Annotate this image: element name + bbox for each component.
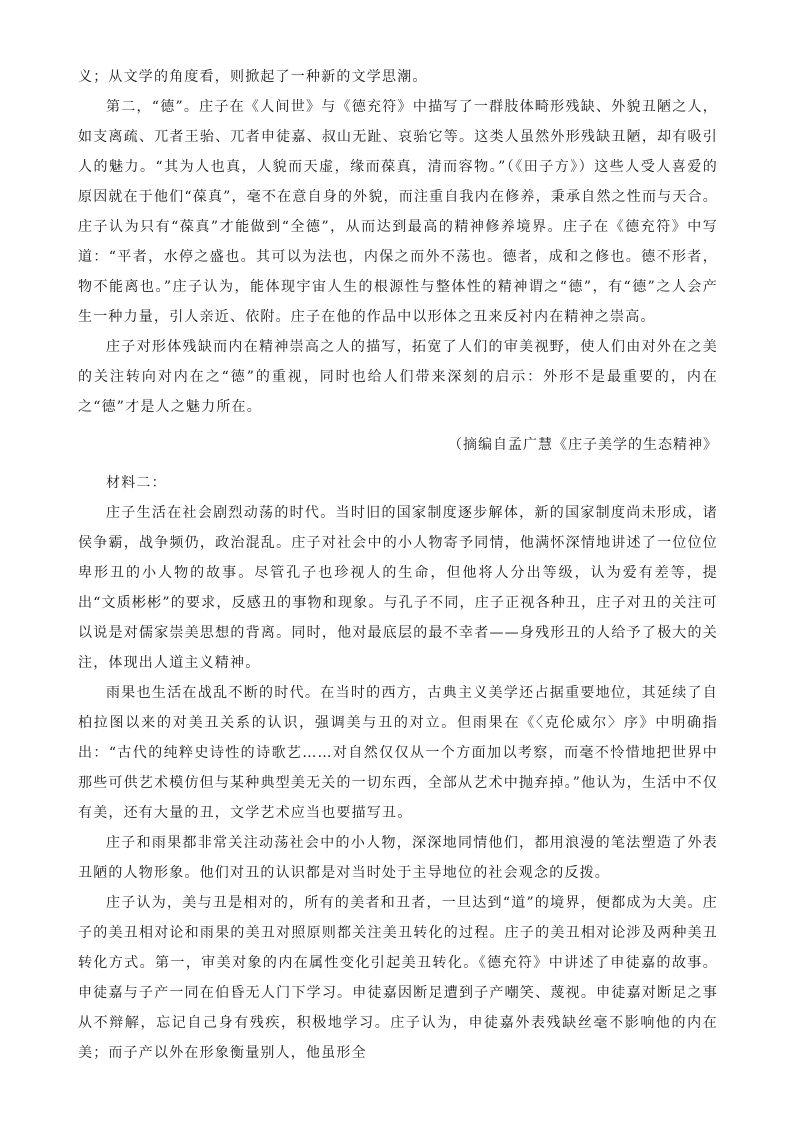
paragraph-de: 第二，“德”。庄子在《人间世》与《德充符》中描写了一群肢体畸形残缺、外貌丑陋之人，如支离疏、兀者王骀、兀者申徒嘉、叔山无趾、哀骀它等。这类人虽然外形残缺丑陋，却有吸引人的魅力。“其为人也真，人貌而天虚，缘而葆真，清而容物。”（《田子方》）这些人受人喜爱的原因就在于他们“葆真”，毫不在意自身的外貌，而注重自我内在修养，秉承自然之性而与天合。庄子认为只有“葆真”才能做到“全德”，从而达到最高的精神修养境界。庄子在《德充符》中写道：“平者，水停之盛也。其可以为法也，内保之而外不荡也。德者，成和之修也。德不形者，物不能离也。”庄子认为，能体现宇宙人生的根源性与整体性的精神谓之“德”，有“德”之人会产生一种力量，引人亲近、依附。庄子在他的作品中以形体之丑来反衬内在精神之崇高。 (78, 99, 718, 325)
paragraph-hugo: 雨果也生活在战乱不断的时代。在当时的西方，古典主义美学还占据重要地位，其延续了自柏拉图以来的对美丑关系的认识，强调美与丑的对立。但雨果在《〈克伦威尔〉序》中明确指出：“古代的纯粹史诗性的诗歌艺……对自然仅仅从一个方面加以考察，而毫不怜惜地把世界中那些可供艺术模仿但与某种典型美无关的一切东西，全部从艺术中抛弃掉。”他认为，生活中不仅有美，还有大量的丑，文学艺术应当也要描写丑。 (78, 685, 718, 821)
paragraph-zhuangzi-era: 庄子生活在社会剧烈动荡的时代。当时旧的国家制度逐步解体，新的国家制度尚未形成，诸侯争霸，战争频仍，政治混乱。庄子对社会中的小人物寄予同情，他满怀深情地讲述了一位位位卑形丑的小人物的故事。尽管孔子也珍视人的生命，但他将人分出等级，认为爱有差等，提出“文质彬彬”的要求，反感丑的事物和现象。与孔子不同，庄子正视各种丑，庄子对丑的关注可以说是对儒家崇美思想的背离。同时，他对最底层的最不幸者——身残形丑的人给予了极大的关注，体现出人道主义精神。 (78, 505, 718, 671)
paragraph-conclusion: 庄子对形体残缺而内在精神崇高之人的描写，拓宽了人们的审美视野，使人们由对外在之美的关注转向对内在之“德”的重视，同时也给人们带来深刻的启示：外形不是最重要的，内在之“德”才是人之魅力所在。 (78, 339, 718, 415)
paragraph-comparison: 庄子和雨果都非常关注动荡社会中的小人物，深深地同情他们，都用浪漫的笔法塑造了外表丑陋的人物形象。他们对丑的认识都是对当时处于主导地位的社会观念的反拨。 (78, 835, 718, 881)
document-page (78, 62, 718, 1068)
paragraph-beauty-ugliness: 庄子认为，美与丑是相对的，所有的美者和丑者，一旦达到“道”的境界，便都成为大美。庄子的美丑相对论和雨果的美丑对照原则都关注美丑转化的过程。庄子的美丑相对论涉及两种美丑转化方式。第一，审美对象的内在属性变化引起美丑转化。《德充符》中讲述了申徒嘉的故事。申徒嘉与子产一同在伯昏无人门下学习。申徒嘉因断足遭到子产嘲笑、蔑视。申徒嘉对断足之事从不辩解，忘记自己身有残疾，积极地学习。庄子认为，申徒嘉外表残缺丝毫不影响他的内在美；而子产以外在形象衡量别人，他虽形全 (78, 895, 718, 1061)
material-two-label: 材料二： (106, 475, 167, 491)
source-citation: （摘编自孟广慧《庄子美学的生态精神》 (448, 437, 718, 453)
paragraph-continuation: 义；从文学的角度看，则掀起了一种新的文学思潮。 (78, 69, 428, 85)
